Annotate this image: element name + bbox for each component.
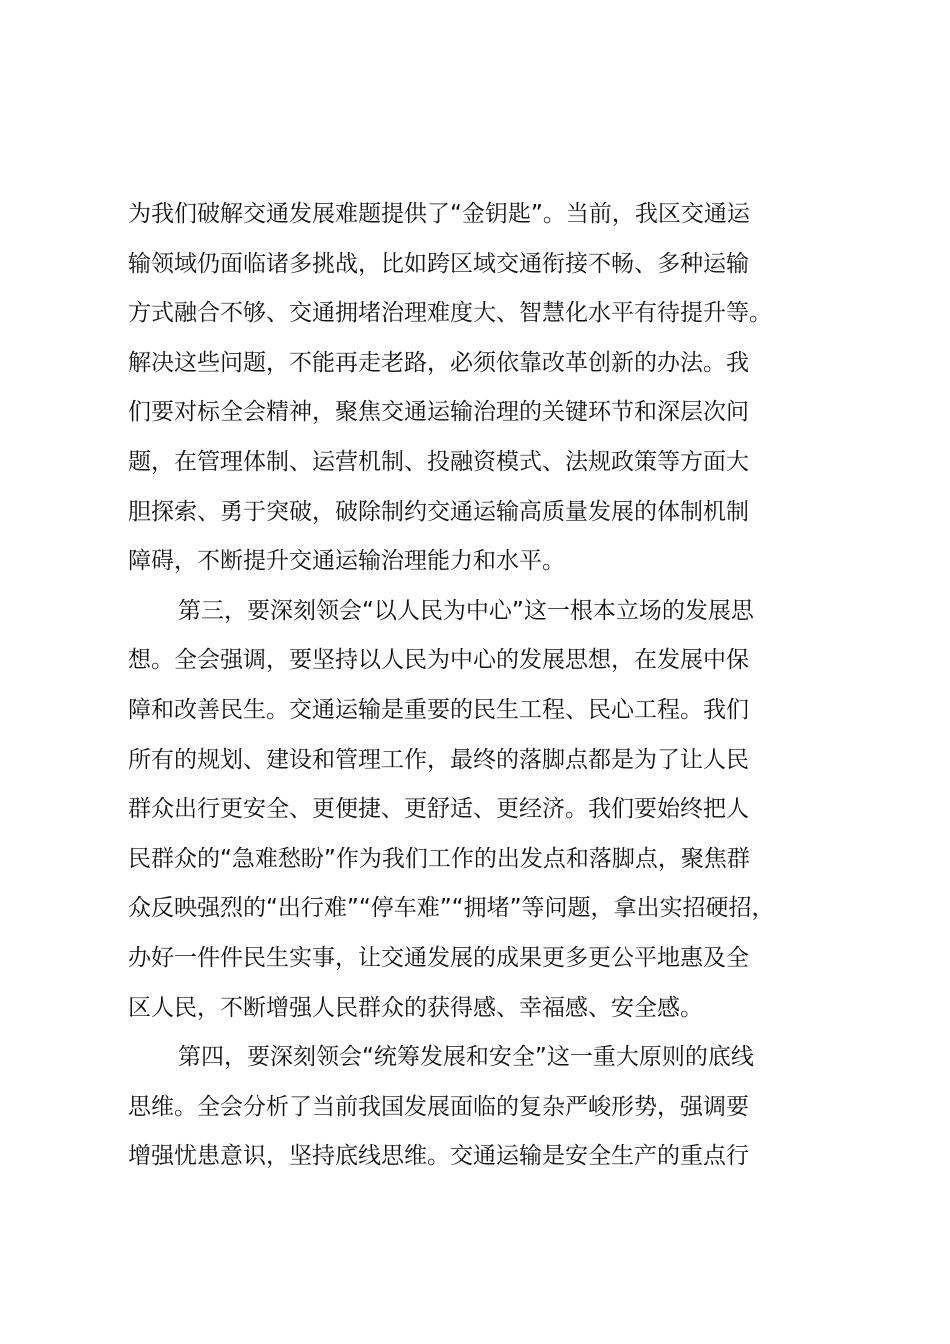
- text-line: 方式融合不够、交通拥堵治理难度大、智慧化水平有待提升等。: [128, 300, 772, 327]
- text-line: 民群众的“急难愁盼”作为我们工作的出发点和落脚点，聚焦群: [128, 845, 750, 872]
- text-line: 输领域仍面临诸多挑战，比如跨区域交通衔接不畅、多种运输: [128, 250, 749, 277]
- text-line: 思维。全会分析了当前我国发展面临的复杂严峻形势，强调要: [128, 1093, 749, 1120]
- body-text: [128, 190, 848, 1182]
- paragraph-start-line: 第四，要深刻领会“统筹发展和安全”这一重大原则的底线: [178, 1044, 754, 1071]
- text-line: 题，在管理体制、运营机制、投融资模式、法规政策等方面大: [128, 448, 749, 475]
- text-line: 所有的规划、建设和管理工作，最终的落脚点都是为了让人民: [128, 746, 749, 773]
- text-line: 障和改善民生。交通运输是重要的民生工程、民心工程。我们: [128, 696, 749, 723]
- text-line: 想。全会强调，要坚持以人民为中心的发展思想，在发展中保: [128, 647, 749, 674]
- text-line: 群众出行更安全、更便捷、更舒适、更经济。我们要始终把人: [128, 796, 749, 823]
- text-line: 区人民，不断增强人民群众的获得感、幸福感、安全感。: [128, 994, 703, 1021]
- text-line: 解决这些问题，不能再走老路，必须依靠改革创新的办法。我: [128, 349, 749, 376]
- text-line: 们要对标全会精神，聚焦交通运输治理的关键环节和深层次问: [128, 399, 749, 426]
- text-line: 为我们破解交通发展难题提供了“金钥匙”。当前，我区交通运: [128, 201, 750, 227]
- text-line: 胆探索、勇于突破，破除制约交通运输高质量发展的体制机制: [128, 498, 749, 525]
- paragraph-start-line: 第三，要深刻领会“以人民为中心”这一根本立场的发展思: [178, 597, 754, 624]
- text-line: 增强忧患意识，坚持底线思维。交通运输是安全生产的重点行: [128, 1143, 749, 1170]
- text-line: 办好一件件民生实事，让交通发展的成果更多更公平地惠及全: [128, 944, 749, 971]
- text-line: 众反映强烈的“出行难”“停车难”“拥堵”等问题，拿出实招硬招，: [128, 895, 775, 922]
- text-line: 障碍，不断提升交通运输治理能力和水平。: [128, 548, 565, 575]
